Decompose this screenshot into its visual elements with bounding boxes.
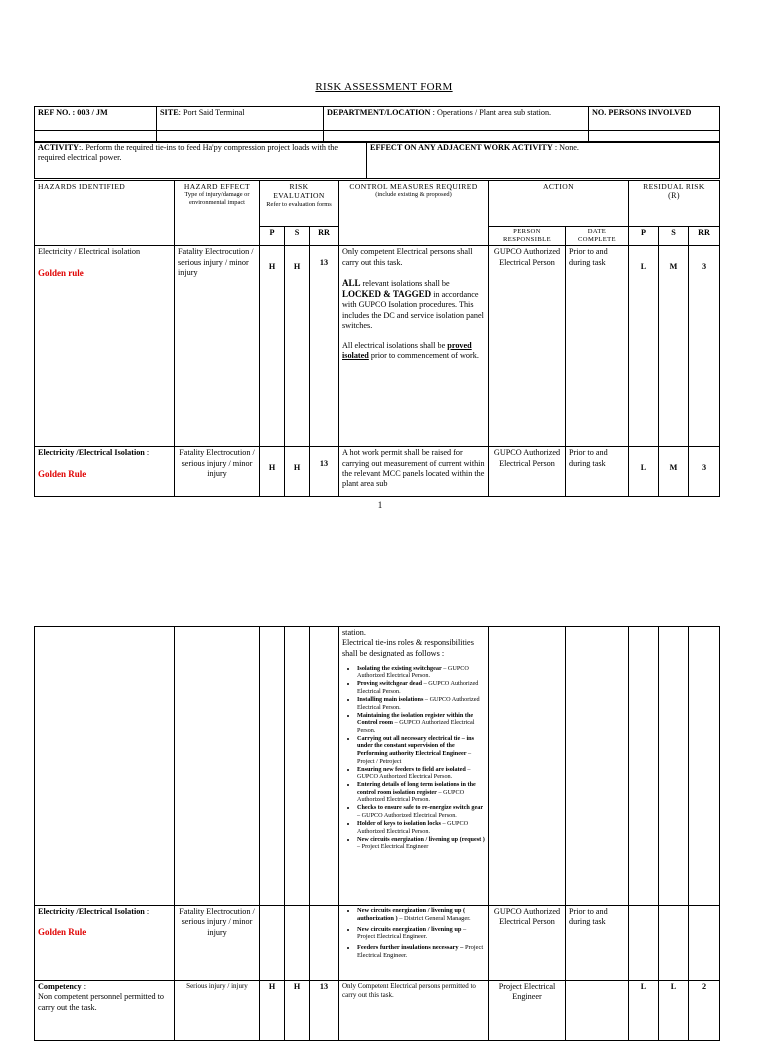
- row2-control: A hot work permit shall be raised for carrying out measurement of current within the relevant MCC panels located within the plant area sub: [339, 447, 489, 497]
- list-item-bold: Feeders further insulations necessary –: [357, 944, 464, 952]
- dept-label: DEPARTMENT/LOCATION: [327, 108, 431, 117]
- cont-line-1: station.: [342, 628, 366, 637]
- col-risk-eval-title: RISK EVALUATION: [273, 182, 325, 201]
- list-item: [357, 944, 485, 960]
- roles-list: [342, 665, 485, 851]
- list-item: [357, 712, 485, 735]
- row1-rs: M: [659, 246, 689, 447]
- list-item: [357, 836, 485, 851]
- ref-cell: [35, 107, 157, 131]
- list-item-text: Project Electrical Engineer.: [357, 944, 484, 960]
- cont-control: [339, 627, 489, 906]
- list-item-bold: New circuits energization / livening up: [357, 925, 462, 933]
- row4-person: Project Electrical Engineer: [489, 981, 566, 1041]
- site-label: SITE: [160, 108, 179, 117]
- row3-effect: Fatality Electrocution / serious injury / minor injury: [175, 906, 260, 981]
- list-item-bold: Maintaining the isolation register within the Control room: [357, 711, 474, 727]
- list-item-bold: New circuits energization / livening up ( authorization ): [357, 907, 466, 922]
- row2-hazard-colon: :: [144, 448, 150, 458]
- row4-rr: 13: [310, 981, 339, 1041]
- col-action: ACTION: [489, 181, 629, 227]
- row1-hazard-text: Electricity / Electrical isolation: [38, 247, 141, 257]
- row2-hazard-text: Electricity /Electrical Isolation: [38, 448, 145, 458]
- row4-effect: Serious injury / injury: [175, 981, 260, 1041]
- row1-control-2d: in accordance with GUPCO Isolation procedures. This includes the DC and service isolation panel switches.: [342, 290, 484, 330]
- page-number: 1: [377, 500, 383, 510]
- col-control: [339, 181, 489, 246]
- row4-rs: L: [659, 981, 689, 1041]
- row2-hazard: [35, 447, 175, 497]
- list-item-bold: Proving switchgear dead: [357, 680, 423, 688]
- list-item-text: – GUPCO Authorized Electrical Person.: [357, 788, 465, 804]
- row1-control: [339, 246, 489, 447]
- row1-effect: Fatality Electrocution / serious injury / minor injury: [175, 246, 260, 447]
- row1-locked-tagged: LOCKED & TAGGED: [342, 289, 432, 300]
- activity-table: [34, 141, 720, 179]
- list-item: [357, 766, 485, 781]
- row4-hazard-text: Competency: [38, 982, 82, 991]
- list-item: [357, 907, 485, 923]
- row4-hazard: [35, 981, 175, 1041]
- header-table: [34, 106, 720, 143]
- row1-rrr: 3: [689, 246, 720, 447]
- table-row: [35, 906, 720, 981]
- site-value: : Port Said Terminal: [178, 108, 245, 117]
- dept-value: : Operations / Plant area sub station.: [432, 108, 552, 117]
- row1-p: H: [260, 246, 285, 447]
- list-item: [357, 820, 485, 835]
- row2-date: Prior to and during task: [566, 447, 629, 497]
- col-p: P: [260, 227, 285, 246]
- col-effect: [175, 181, 260, 246]
- col-residual: [629, 181, 720, 227]
- list-item-bold: New circuits energization / livening up (request ): [357, 835, 485, 843]
- page-title: RISK ASSESSMENT FORM: [315, 81, 453, 93]
- col-residual-sub: (R): [668, 191, 680, 201]
- col-rrr: RR: [689, 227, 720, 246]
- col-risk-eval-sub: Refer to evaluation forms: [266, 200, 332, 208]
- row3-golden-rule: Golden Rule: [38, 927, 87, 938]
- row3-date: Prior to and during task: [566, 906, 629, 981]
- list-item-text: – GUPCO Authorized Electrical Person.: [357, 719, 475, 734]
- table-row: [35, 447, 720, 497]
- row2-effect: Fatality Electrocution / serious injury / minor injury: [175, 447, 260, 497]
- effect-cell: [367, 142, 720, 179]
- row2-rs: M: [659, 447, 689, 497]
- col-control-title: CONTROL MEASURES REQUIRED: [349, 182, 478, 191]
- col-rs: S: [659, 227, 689, 246]
- col-effect-sub: Type of injury/damage or environmental impact: [184, 191, 250, 206]
- table-row: [35, 246, 720, 447]
- list-item-text: – GUPCO Authorized Electrical Person.: [357, 765, 471, 781]
- persons-label: NO. PERSONS INVOLVED: [589, 107, 720, 131]
- list-item: [357, 926, 485, 942]
- row1-control-2b: relevant isolations shall be: [360, 278, 450, 288]
- row1-date: Prior to and during task: [566, 246, 629, 447]
- list-item-text: – GUPCO Authorized Electrical Person.: [357, 820, 469, 835]
- list-item-bold: Checks to ensure safe to re-energize switch gear: [357, 804, 484, 812]
- list-item: [357, 781, 485, 804]
- row1-proved-isolated: proved isolated: [342, 341, 472, 361]
- row4-rp: L: [629, 981, 659, 1041]
- col-rr: RR: [310, 227, 339, 246]
- activity-cell: [35, 142, 367, 179]
- list-item-text: – District General Manager.: [397, 914, 471, 922]
- list-item-text: – GUPCO Authorized Electrical Person.: [357, 696, 480, 711]
- col-risk-eval: [260, 181, 339, 227]
- cont-line-2: Electrical tie-ins roles & responsibilities shall be designated as follows :: [342, 638, 474, 658]
- col-effect-title: HAZARD EFFECT: [183, 182, 251, 191]
- table-row: [35, 627, 720, 906]
- table-row: [35, 981, 720, 1041]
- row2-rr: 13: [310, 447, 339, 497]
- row3-list: [342, 907, 485, 960]
- row4-s: H: [285, 981, 310, 1041]
- effect-value: : None.: [554, 143, 579, 152]
- list-item-text: – GUPCO Authorized Electrical Person.: [357, 680, 479, 695]
- row2-golden-rule: Golden Rule: [38, 468, 87, 479]
- row1-control-2: [342, 278, 485, 331]
- col-hazards: HAZARDS IDENTIFIED: [35, 181, 175, 246]
- site-cell: [157, 107, 324, 131]
- row3-hazard-text: Electricity /Electrical Isolation: [38, 907, 145, 916]
- row2-rp: L: [629, 447, 659, 497]
- col-rp: P: [629, 227, 659, 246]
- ref-label: REF NO.: [38, 108, 71, 117]
- row4-control: Only Competent Electrical persons permitted to carry out this task.: [339, 981, 489, 1041]
- list-item-text: – Project Electrical Engineer: [357, 843, 429, 851]
- list-item-bold: Carrying out all necessary electrical tie – ins under the constant supervision of the Performing authority Electrical Engineer: [357, 734, 475, 757]
- list-item-bold: Installing main isolations: [357, 696, 424, 703]
- list-item: [357, 735, 485, 765]
- row4-rrr: 2: [689, 981, 720, 1041]
- row3-hazard: [35, 906, 175, 981]
- list-item-text: – Project / Petroject: [357, 749, 472, 765]
- row1-control-1: Only competent Electrical persons shall carry out this task.: [342, 247, 473, 267]
- row2-rrr: 3: [689, 447, 720, 497]
- row4-hazard-desc: Non competent personnel permitted to carry out the task.: [38, 992, 164, 1012]
- list-item: [357, 665, 485, 680]
- risk-table-continued: [34, 626, 720, 1041]
- row1-control-3a: All electrical isolations shall be: [342, 341, 448, 351]
- row2-person: GUPCO Authorized Electrical Person: [489, 447, 566, 497]
- row1-golden-rule: Golden rule: [38, 267, 84, 278]
- list-item-text: – GUPCO Authorized Electrical Person.: [357, 664, 469, 680]
- row1-person: GUPCO Authorized Electrical Person: [489, 246, 566, 447]
- dept-cell: [324, 107, 589, 131]
- list-item-bold: Entering details of long term isolations in the control room isolation register: [357, 781, 476, 796]
- activity-label: ACTIVITY: [38, 143, 79, 152]
- effect-label: EFFECT ON ANY ADJACENT WORK ACTIVITY: [370, 143, 553, 152]
- row3-control: [339, 906, 489, 981]
- list-item-text: – Project Electrical Engineer.: [357, 925, 467, 941]
- row2-p: H: [260, 447, 285, 497]
- row1-control-3: [342, 341, 485, 362]
- list-item: [357, 680, 485, 695]
- col-date: DATE COMPLETE: [566, 227, 629, 246]
- list-item-bold: Ensuring new feeders to field are isolated: [357, 765, 466, 773]
- col-control-sub: (include existing & proposed): [375, 191, 452, 199]
- row2-s: H: [285, 447, 310, 497]
- list-item: [357, 696, 485, 711]
- row1-rr: 13: [310, 246, 339, 447]
- risk-table: [34, 180, 720, 497]
- row1-rp: L: [629, 246, 659, 447]
- activity-value: :. Perform the required tie-ins to feed Ha'py compression project loads with the required electrical power.: [38, 143, 339, 163]
- col-person: PERSON RESPONSIBLE: [489, 227, 566, 246]
- row1-all: ALL: [342, 277, 361, 288]
- col-s: S: [285, 227, 310, 246]
- row3-hazard-colon: :: [144, 907, 150, 916]
- row1-s: H: [285, 246, 310, 447]
- list-item-text: – GUPCO Authorized Electrical Person.: [357, 811, 457, 819]
- row4-hazard-colon: :: [81, 982, 86, 991]
- list-item: [357, 804, 485, 819]
- row4-p: H: [260, 981, 285, 1041]
- row3-person: GUPCO Authorized Electrical Person: [489, 906, 566, 981]
- col-residual-title: RESIDUAL RISK: [643, 182, 705, 191]
- ref-value: : 003 / JM: [72, 108, 108, 117]
- list-item-bold: Isolating the existing switchgear: [357, 664, 442, 672]
- list-item-bold: Holder of keys to isolation locks: [357, 820, 441, 827]
- row1-hazard: [35, 246, 175, 447]
- row1-control-3c: prior to commencement of work.: [368, 351, 479, 361]
